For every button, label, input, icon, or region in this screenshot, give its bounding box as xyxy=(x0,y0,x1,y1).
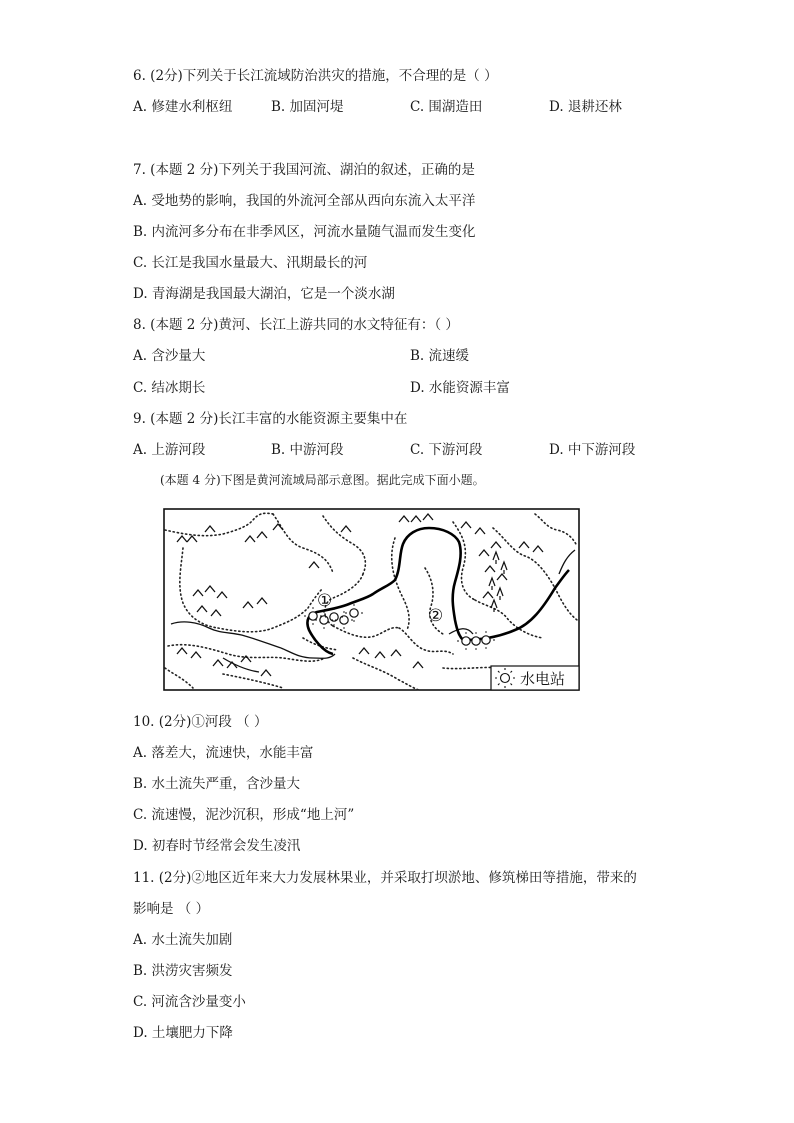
q8-stem: 8. (本题 2 分)黄河、长江上游共同的水文特征有：（ ） xyxy=(133,317,459,333)
q8-option-c[interactable]: C. 结冰期长 xyxy=(133,380,206,396)
q10-stem: 10. (2分)①河段 （ ） xyxy=(133,714,268,730)
map-intro: (本题 4 分)下图是黄河流域局部示意图。据此完成下面小题。 xyxy=(160,473,485,487)
segment-label-2: ② xyxy=(428,606,444,626)
q11-stem-line1: 11. (2分)②地区近年来大力发展林果业，并采取打坝淤地、修筑梯田等措施，带来的 xyxy=(133,870,637,886)
q8-option-d[interactable]: D. 水能资源丰富 xyxy=(410,380,510,396)
q7-option-c[interactable]: C. 长江是我国水量最大、汛期最长的河 xyxy=(133,255,368,271)
q9-stem: 9. (本题 2 分)长江丰富的水能资源主要集中在 xyxy=(133,411,408,427)
q11-option-b[interactable]: B. 洪涝灾害频发 xyxy=(133,963,233,979)
q11-option-a[interactable]: A. 水土流失加剧 xyxy=(133,932,233,948)
q7-option-d[interactable]: D. 青海湖是我国最大湖泊，它是一个淡水湖 xyxy=(133,286,395,302)
q9-option-c[interactable]: C. 下游河段 xyxy=(410,442,483,458)
q10-option-d[interactable]: D. 初春时节经常会发生凌汛 xyxy=(133,838,301,854)
legend-label: 水电站 xyxy=(520,670,566,688)
q6-option-c[interactable]: C. 围湖造田 xyxy=(410,99,483,115)
map-legend xyxy=(491,666,579,690)
q7-stem: 7. (本题 2 分)下列关于我国河流、湖泊的叙述，正确的是 xyxy=(133,162,475,178)
q11-option-c[interactable]: C. 河流含沙量变小 xyxy=(133,994,246,1010)
q6-option-d[interactable]: D. 退耕还林 xyxy=(549,99,622,115)
hydropower-stations-segment-2 xyxy=(462,636,490,645)
q9-option-b[interactable]: B. 中游河段 xyxy=(271,442,344,458)
q9-option-d[interactable]: D. 中下游河段 xyxy=(549,442,636,458)
q10-option-b[interactable]: B. 水土流失严重，含沙量大 xyxy=(133,776,301,792)
q10-option-c[interactable]: C. 流速慢，泥沙沉积，形成“地上河” xyxy=(133,807,355,823)
segment-label-1: ① xyxy=(317,591,333,611)
q11-stem-line2: 影响是 （ ） xyxy=(133,901,210,917)
q6-option-a[interactable]: A. 修建水利枢纽 xyxy=(133,99,233,115)
q8-option-b[interactable]: B. 流速缓 xyxy=(410,348,470,364)
map-frame xyxy=(164,509,579,690)
q7-option-b[interactable]: B. 内流河多分布在非季风区，河流水量随气温而发生变化 xyxy=(133,224,476,240)
yellow-river-map xyxy=(163,508,580,691)
q11-option-d[interactable]: D. 土壤肥力下降 xyxy=(133,1025,233,1041)
q6-option-b[interactable]: B. 加固河堤 xyxy=(271,99,344,115)
q9-option-a[interactable]: A. 上游河段 xyxy=(133,442,206,458)
q6-stem: 6. (2分)下列关于长江流域防治洪灾的措施，不合理的是（ ） xyxy=(133,68,498,84)
q10-option-a[interactable]: A. 落差大，流速快，水能丰富 xyxy=(133,745,314,761)
q8-option-a[interactable]: A. 含沙量大 xyxy=(133,348,206,364)
q7-option-a[interactable]: A. 受地势的影响，我国的外流河全部从西向东流入太平洋 xyxy=(133,193,476,209)
